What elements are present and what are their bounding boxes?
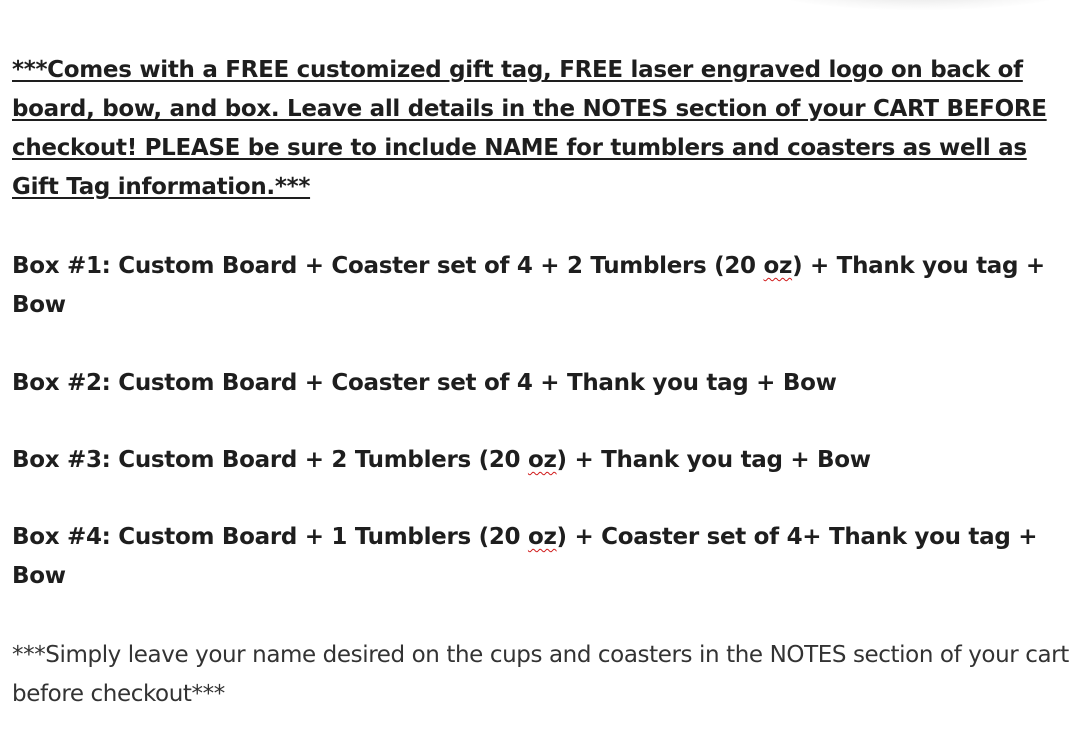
gift-notice-text: ***Comes with a FREE customized gift tag, FREE laser engraved logo on back of board, bow, and box. Leave all details in the NOTES section of your CART BEFORE checkout! PLEASE be sure to include NAME for tumblers and coasters as well as Gift Tag information.*** (12, 57, 1047, 200)
box-2-description: Box #2: Custom Board + Coaster set of 4 + Thank you tag + Bow (12, 370, 837, 396)
box-3-text-start: Box #3: Custom Board + 2 Tumblers (20 (12, 447, 528, 473)
box-4-unit: oz (527, 524, 557, 550)
box-1-text-end: ) + Thank you tag + Bow (12, 253, 1045, 318)
box-1-unit: oz (763, 253, 793, 279)
box-4-text-start: Box #4: Custom Board + 1 Tumblers (20 (12, 524, 528, 550)
box-4-text-end: ) + Coaster set of 4+ Thank you tag + Bow (12, 524, 1038, 589)
name-instruction-note: ***Simply leave your name desired on the cups and coasters in the NOTES section of your cart before checkout*** (12, 642, 1069, 707)
top-edge-shadow (770, 0, 1070, 10)
box-3-unit: oz (527, 447, 557, 473)
document-body (12, 51, 1074, 714)
box-4-description (12, 518, 1074, 596)
box-3-description (12, 441, 1074, 480)
box-1-description (12, 247, 1074, 325)
box-3-text-end: ) + Thank you tag + Bow (556, 447, 871, 473)
box-1-text-start: Box #1: Custom Board + Coaster set of 4 + 2 Tumblers (20 (12, 253, 764, 279)
